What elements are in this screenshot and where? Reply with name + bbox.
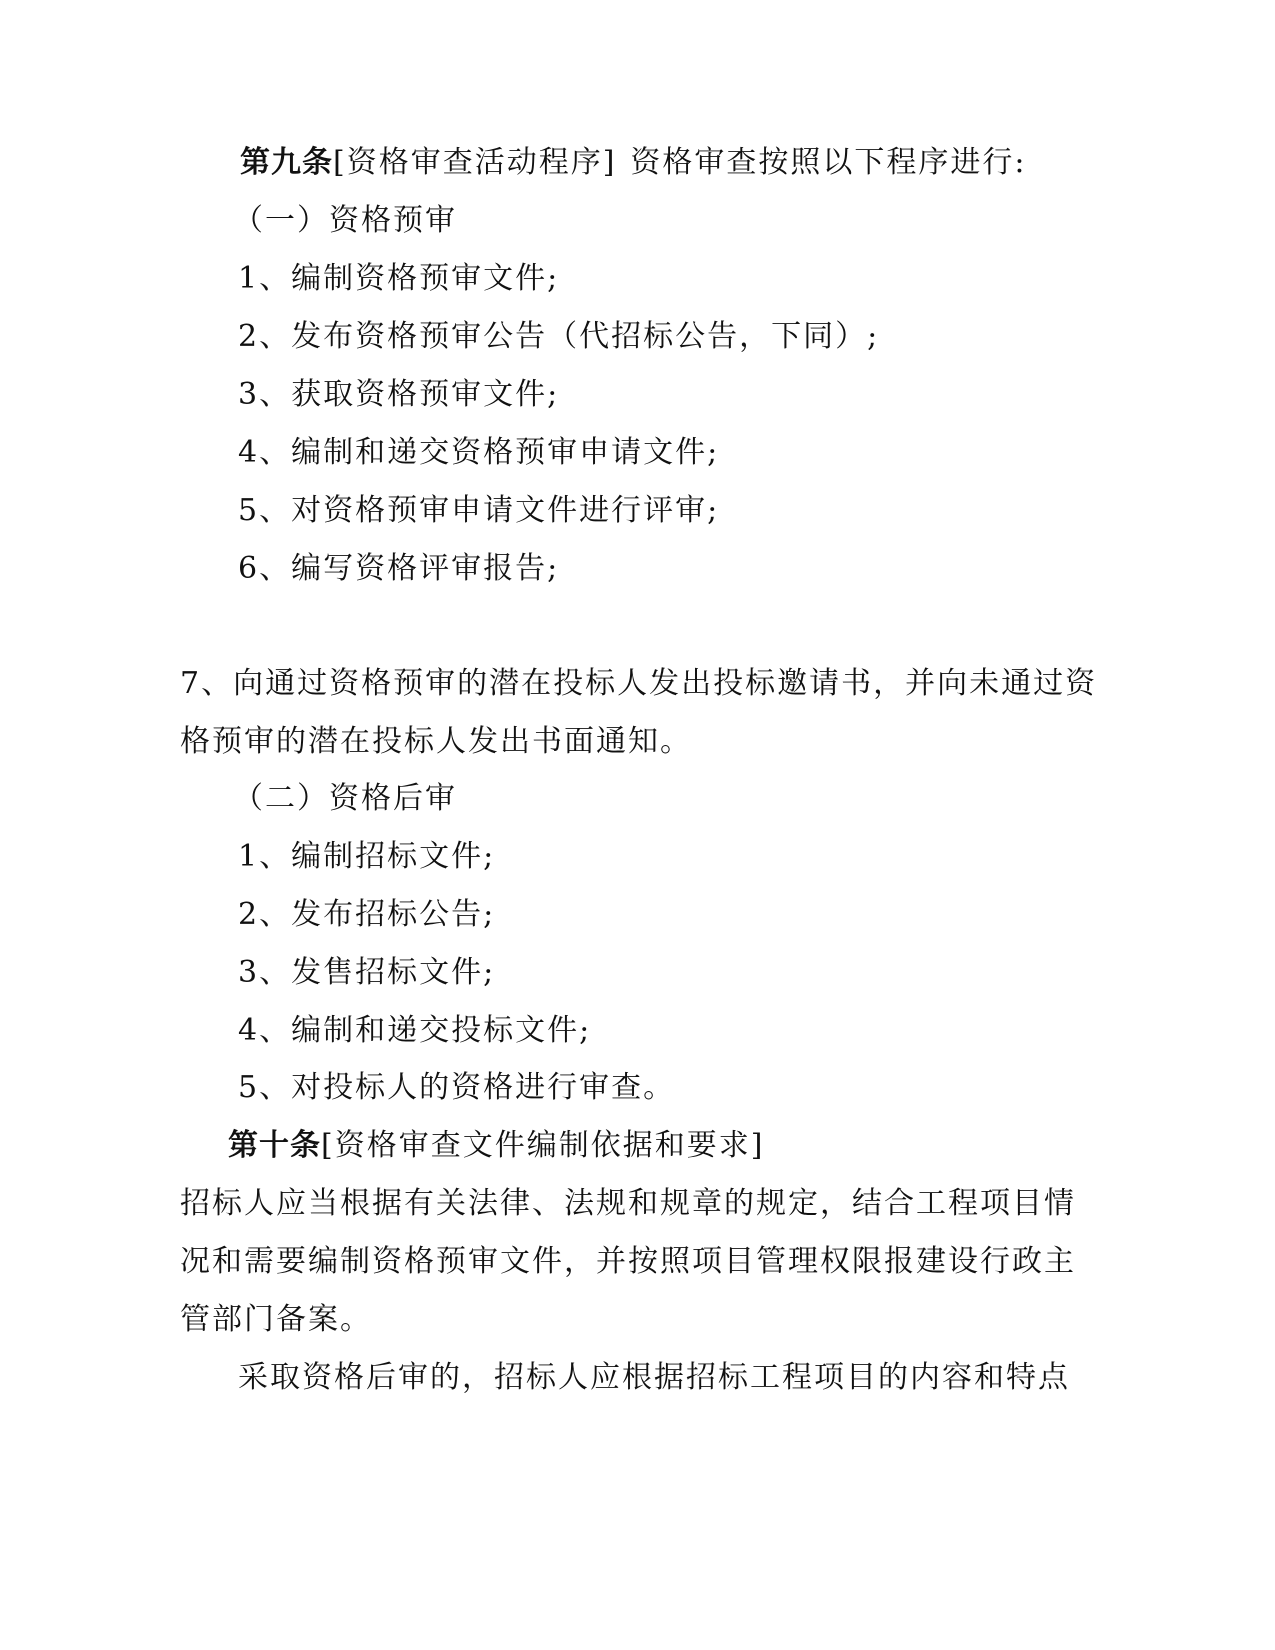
section-2-heading: （二）资格后审 [233, 781, 457, 816]
section-1-item-3: 3、获取资格预审文件; [238, 377, 560, 412]
section-1-item-5: 5、对资格预审申请文件进行评审; [238, 493, 720, 528]
article-10-para-1-line-2: 况和需要编制资格预审文件，并按照项目管理权限报建设行政主 [180, 1244, 1076, 1279]
section-1-item-7-line-1: 7、向通过资格预审的潜在投标人发出投标邀请书，并向未通过资 [180, 666, 1098, 701]
section-1-item-4: 4、编制和递交资格预审申请文件; [238, 435, 720, 470]
section-1-item-2: 2、发布资格预审公告（代招标公告，下同）; [238, 319, 880, 354]
article-10-para-1-line-3: 管部门备案。 [180, 1302, 372, 1337]
article-10-bracket: [资格审查文件编制依据和要求] [321, 1128, 765, 1163]
section-2-item-1: 1、编制招标文件; [238, 839, 496, 874]
section-2-item-2: 2、发布招标公告; [238, 897, 496, 932]
section-2-item-5: 5、对投标人的资格进行审查。 [238, 1070, 676, 1105]
article-9-title: 第九条 [240, 145, 333, 180]
article-10-title: 第十条 [228, 1128, 321, 1163]
article-10-para-1-line-1: 招标人应当根据有关法律、法规和规章的规定，结合工程项目情 [180, 1186, 1076, 1221]
article-9-text: 资格审查按照以下程序进行: [630, 145, 1027, 180]
article-10-para-2-line-1: 采取资格后审的，招标人应根据招标工程项目的内容和特点 [238, 1360, 1070, 1395]
section-2-item-3: 3、发售招标文件; [238, 955, 496, 990]
article-9-bracket: [资格审查活动程序] [333, 145, 617, 180]
article-9-heading [240, 143, 1027, 183]
section-1-heading: （一）资格预审 [233, 203, 457, 238]
section-2-item-4: 4、编制和递交投标文件; [238, 1013, 592, 1048]
section-1-item-1: 1、编制资格预审文件; [238, 261, 560, 296]
article-10-heading [228, 1126, 764, 1166]
section-1-item-6: 6、编写资格评审报告; [238, 551, 560, 586]
section-1-item-7-line-2: 格预审的潜在投标人发出书面通知。 [180, 724, 692, 759]
